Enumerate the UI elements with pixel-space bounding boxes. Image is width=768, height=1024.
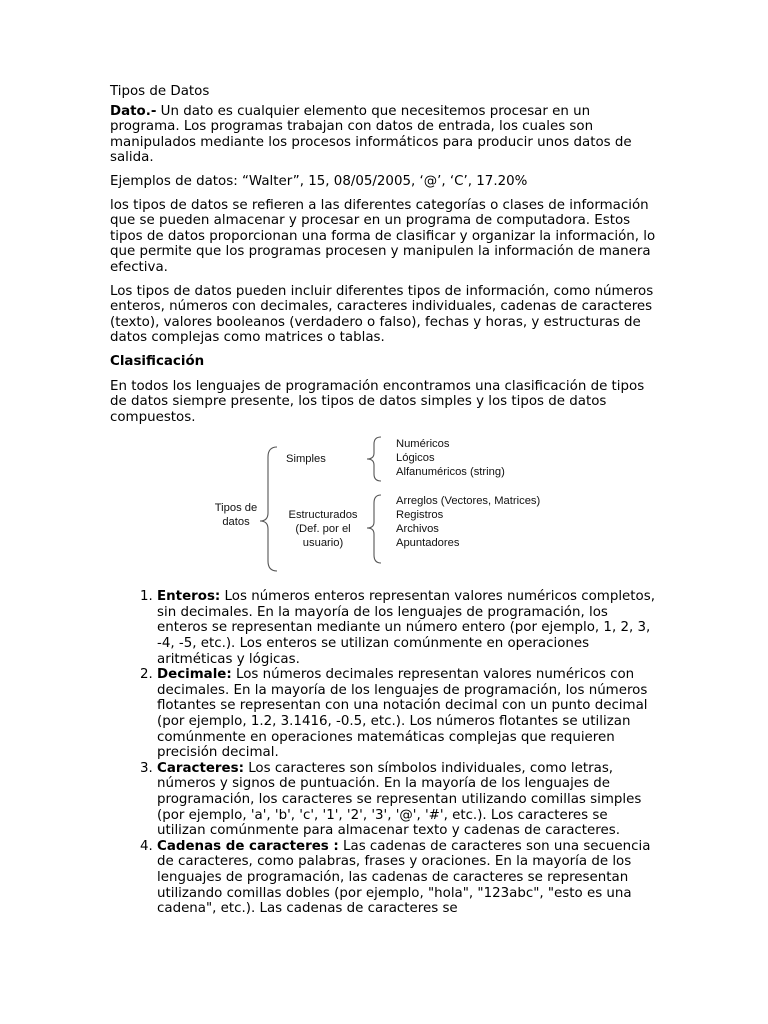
list-item-decimale	[157, 667, 658, 761]
dato-text: Un dato es cualquier elemento que necesitemos procesar en un programa. Los programas trabajan con datos de entrada, los cuales son manipulados mediante los procesos informáticos para producir unos datos de salida.	[110, 103, 632, 166]
simples-item-numericos: Numéricos	[396, 438, 450, 451]
estructurados-brace	[367, 495, 381, 563]
estructurados-item-arreglos: Arreglos (Vectores, Matrices)	[396, 495, 541, 508]
list-item-text: Los números enteros representan valores numéricos completos, sin decimales. En la mayoría de los lenguajes de programación, los enteros se representan mediante un número entero (por ejemplo, 1, 2, 3, -4, -5, etc.). Los enteros se utilizan comúnmente en operaciones aritméticas y lógicas.	[157, 589, 655, 667]
list-item-term: Caracteres:	[157, 760, 244, 776]
simples-brace	[367, 437, 381, 481]
tipos-de-datos-diagram	[110, 433, 658, 583]
paragraph-tipos-de-datos: los tipos de datos se refieren a las diferentes categorías o clases de información que se pueden almacenar y procesar en un programa de computadora. Estos tipos de datos proporcionan una forma de clasificar y organizar la información, lo que permite que los programas procesen y manipulen la información de manera efectiva.	[110, 197, 656, 275]
document-title: Tipos de Datos	[110, 84, 210, 99]
list-item-text: Los caracteres son símbolos individuales, como letras, números y signos de puntuación. En la mayoría de los lenguajes de programación, los caracteres se representan utilizando comillas simples (por ejemplo, 'a', 'b', 'c', '1', '2', '3', '@', '#', etc.). Los caracteres se utilizan comúnmente para almacenar texto y cadenas de caracteres.	[157, 760, 642, 839]
diagram-braces	[110, 433, 658, 583]
list-item-term: Decimale:	[157, 667, 232, 683]
list-item-text: Los números decimales representan valores numéricos con decimales. En la mayoría de los lenguajes de programación, los números flotantes se representan con una notación decimal con un punto decimal (por ejemplo, 1.2, 3.1416, -0.5, etc.). Los números flotantes se utilizan comúnmente en operaciones matemáticas complejas que requieren precisión decimal.	[157, 667, 648, 761]
simples-item-alfanumericos: Alfanuméricos (string)	[396, 466, 505, 479]
list-item-cadenas	[157, 839, 658, 917]
clasificacion-text: En todos los lenguajes de programación encontramos una clasificación de tipos de datos siempre presente, los tipos de datos simples y los tipos de datos compuestos.	[110, 378, 645, 425]
clasificacion-heading: Clasificación	[110, 353, 205, 369]
estructurados-label	[280, 508, 366, 550]
dato-definition	[110, 104, 658, 166]
list-item-text: Las cadenas de caracteres son una secuencia de caracteres, como palabras, frases y oraciones. En la mayoría de los lenguajes de programación, las cadenas de caracteres se representan utilizando comillas dobles (por ejemplo, "hola", "123abc", "esto es una cadena", etc.). Las cadenas de caracteres se	[157, 838, 651, 917]
paragraph-tipos-informacion: Los tipos de datos pueden incluir diferentes tipos de información, como números enteros, números con decimales, caracteres individuales, cadenas de caracteres (texto), valores booleanos (verdadero o falso), fechas y horas, y estructuras de datos complejas como matrices o tablas.	[110, 283, 654, 346]
ejemplos-datos: Ejemplos de datos: “Walter”, 15, 08/05/2005, ‘@’, ‘C’, 17.20%	[110, 173, 528, 189]
list-item-caracteres	[157, 761, 658, 839]
estructurados-item-archivos: Archivos	[396, 523, 439, 536]
list-item-term: Cadenas de caracteres :	[157, 838, 339, 854]
root-line-2: datos	[222, 516, 250, 529]
root-line-1: Tipos de	[214, 502, 258, 515]
estructurados-item-registros: Registros	[396, 509, 444, 522]
document-page	[110, 84, 658, 917]
simples-label: Simples	[286, 453, 326, 466]
estructurados-line-2: (Def. por el	[295, 523, 351, 536]
estructurados-line-3: usuario)	[302, 537, 344, 550]
tipos-list	[110, 589, 658, 916]
simples-item-logicos: Lógicos	[396, 452, 435, 465]
list-item-enteros	[157, 589, 658, 667]
dato-term: Dato.-	[110, 103, 157, 119]
list-item-term: Enteros:	[157, 589, 221, 605]
diagram-root-label	[206, 501, 266, 529]
estructurados-item-apuntadores: Apuntadores	[396, 537, 460, 550]
estructurados-line-1: Estructurados	[288, 509, 358, 522]
